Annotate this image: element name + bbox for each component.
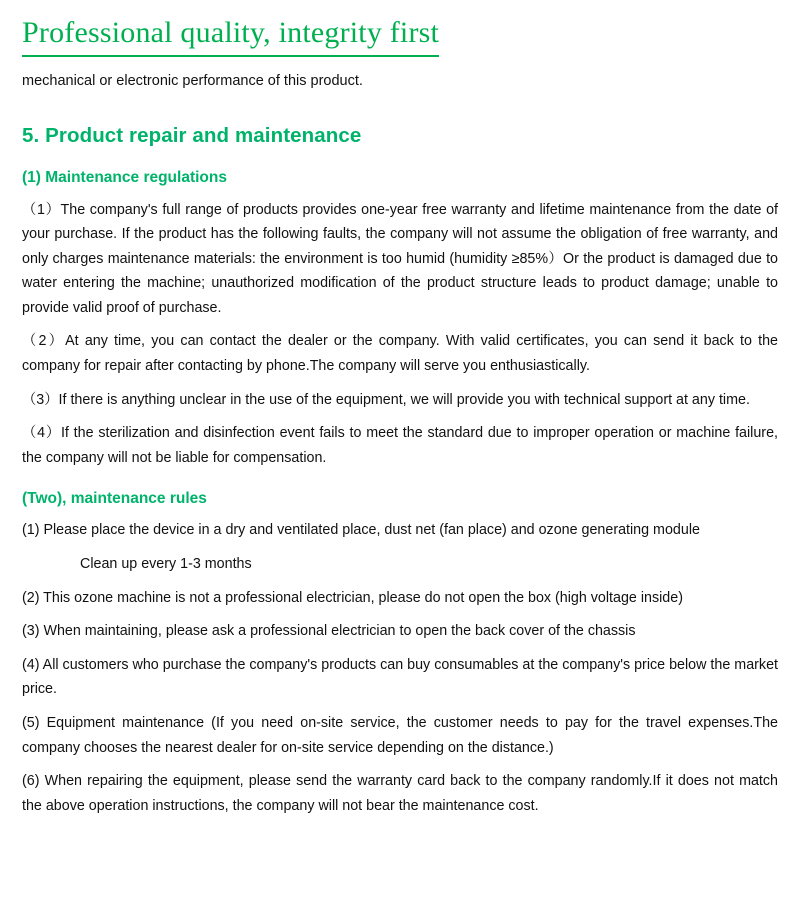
sub-heading-maintenance-rules: (Two), maintenance rules [22,490,207,508]
section-heading-product-repair: 5. Product repair and maintenance [22,123,362,147]
maintenance-rule-6: (6) When repairing the equipment, please send the warranty card back to the company randomly.If it does not match the above operation instructions, the company will not bear the maintenance cost. [22,773,778,814]
maintenance-regulation-paragraph-1: （1）The company's full range of products provides one-year free warranty and lifetime maintenance from the date of your purchase. If the product has the following faults, the company will not assume the obligation of free warranty, and only charges maintenance materials: the environment is too humid (humidity ≥85%）Or the product is damaged due to water entering the machine; unauthorized modification of the product structure leads to product damage; unable to provide valid proof of purchase. [22,201,778,316]
maintenance-rule-2: (2) This ozone machine is not a professional electrician, please do not open the box (high voltage inside) [22,589,683,606]
maintenance-rule-1: (1) Please place the device in a dry and ventilated place, dust net (fan place) and ozone generating module [22,522,700,539]
maintenance-rule-4: (4) All customers who purchase the company's products can buy consumables at the company's price below the market price. [22,656,778,698]
maintenance-regulation-paragraph-4: （4）If the sterilization and disinfection event fails to meet the standard due to improper operation or machine failure, the company will not be liable for compensation. [22,425,778,466]
document-title: Professional quality, integrity first [22,16,439,57]
lead-paragraph: mechanical or electronic performance of this product. [22,73,363,89]
sub-heading-maintenance-regulations: (1) Maintenance regulations [22,169,227,187]
maintenance-regulation-paragraph-2: （2）At any time, you can contact the dealer or the company. With valid certificates, you can send it back to the company for repair after contacting by phone.The company will serve you enthusiastically. [22,333,778,374]
maintenance-rule-5: (5) Equipment maintenance (If you need on-site service, the customer needs to pay for the travel expenses.The company chooses the nearest dealer for on-site service depending on the distance.) [22,714,778,756]
maintenance-rule-3: (3) When maintaining, please ask a professional electrician to open the back cover of the chassis [22,623,636,640]
maintenance-rule-1-note: Clean up every 1-3 months [80,556,252,573]
maintenance-regulation-paragraph-3: （3）If there is anything unclear in the use of the equipment, we will provide you with technical support at any time. [22,391,750,408]
